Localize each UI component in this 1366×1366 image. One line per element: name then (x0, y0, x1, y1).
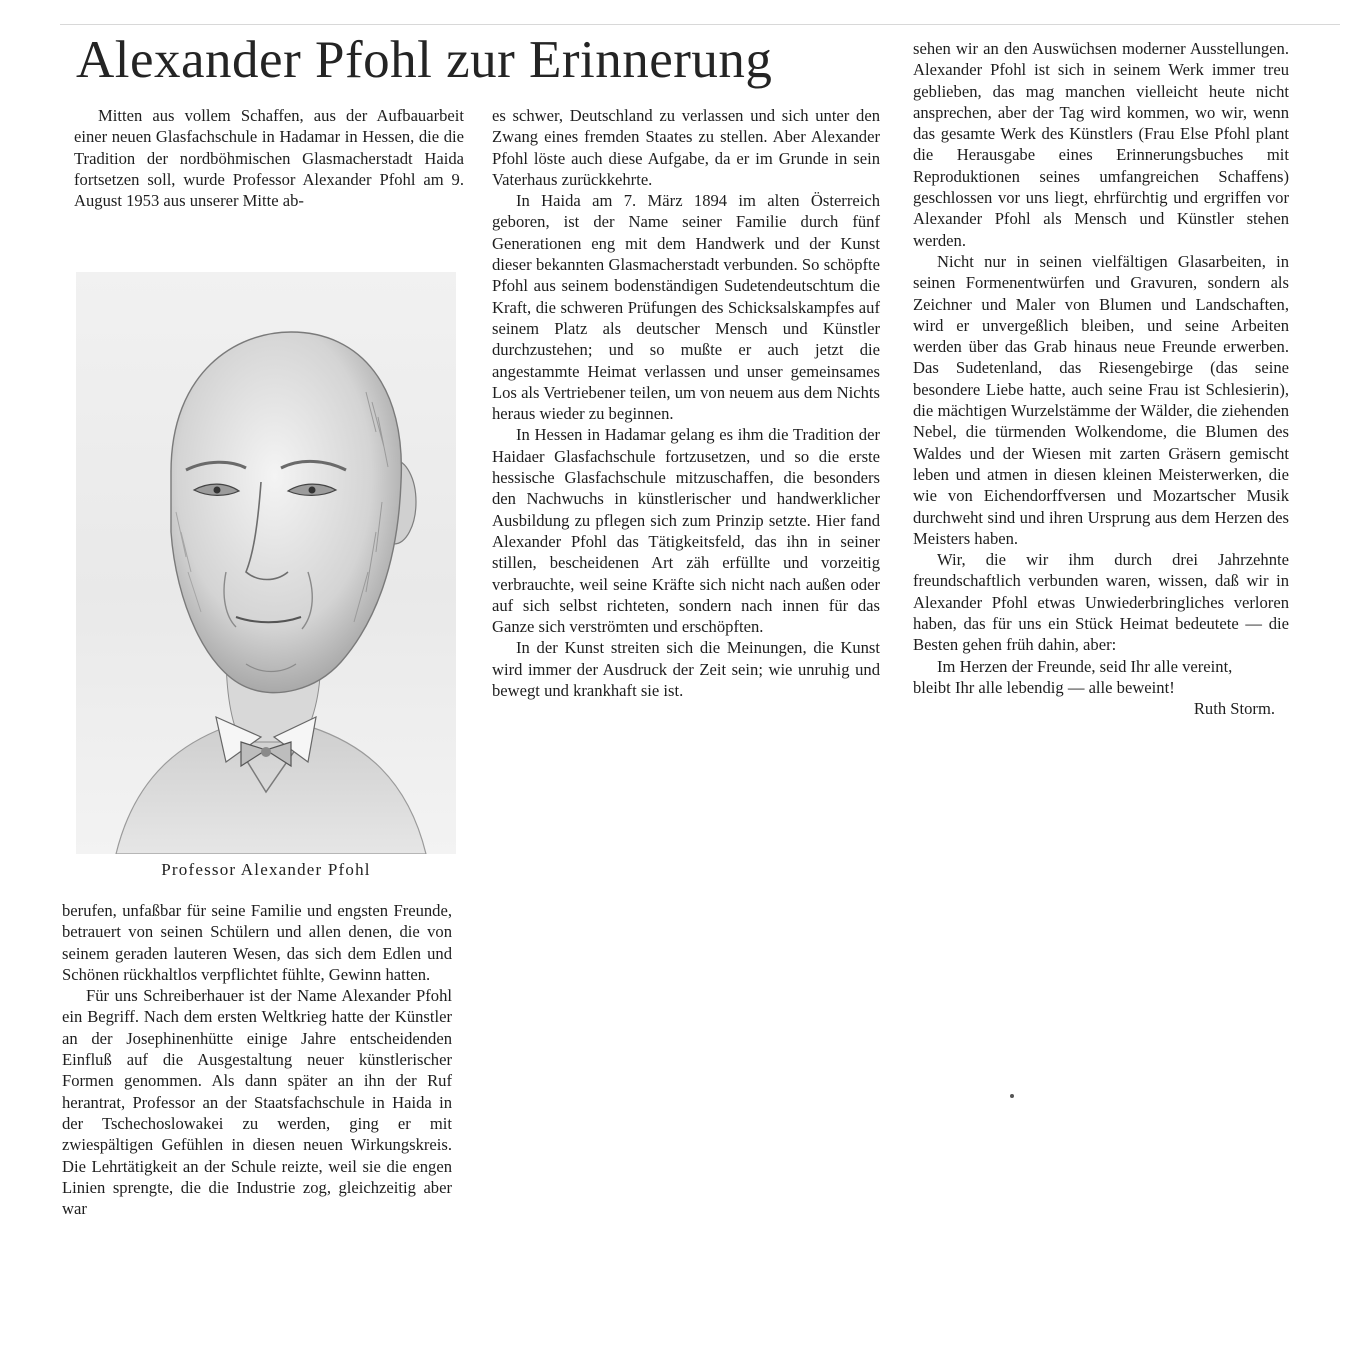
article-title: Alexander Pfohl zur Erinnerung (76, 31, 773, 89)
paragraph: Mitten aus vollem Schaffen, aus der Aufbauarbeit einer neuen Glasfachschule in Hadamar in Hessen, die die Tradition der nordböhmischen Glasmacherstadt Haida fortsetzen soll, wurde Professor Alexander Pfohl am 9. August 1953 aus unserer Mitte ab- (74, 106, 464, 211)
author-signature: Ruth Storm. (1193, 699, 1275, 719)
paragraph: In Haida am 7. März 1894 im alten Österreich geboren, ist der Name seiner Familie durch fünf Generationen eng mit dem Handwerk und der Kunst dieser bekannten Glasmacherstadt verbunden. So schöpfte Pfohl aus seinem bodenständigen Sudetendeutschtum die Kraft, die schweren Prüfungen des Schicksalskampfes auf seinem Platz als deutscher Mensch und Künstler durchzustehen; und so mußte er auch jetzt die angestammte Heimat verlassen und unser gemeinsames Los als Vertriebener teilen, um von neuem aus dem Nichts heraus wieder zu beginnen. (492, 191, 880, 424)
poem-line: bleibt Ihr alle lebendig — alle beweint! (913, 677, 1175, 697)
paragraph: Wir, die wir ihm durch drei Jahrzehnte freundschaftlich verbunden waren, wissen, daß wir in Alexander Pfohl etwas Unwiederbringliches verloren haben, das für uns ein Stück Heimat bedeutete — die Besten gehen früh dahin, aber: (913, 550, 1289, 655)
print-speck (1010, 1094, 1014, 1098)
column-3 (913, 38, 1289, 720)
poem-line: Im Herzen der Freunde, seid Ihr alle vereint, (937, 656, 1233, 676)
portrait-caption: Professor Alexander Pfohl (161, 860, 371, 879)
paragraph: es schwer, Deutschland zu verlassen und sich unter den Zwang eines fremden Staates zu stellen. Aber Alexander Pfohl löste auch diese Aufgabe, da er im Grunde in sein Vaterhaus zurückkehrte. (492, 106, 880, 189)
paragraph: In Hessen in Hadamar gelang es ihm die Tradition der Haidaer Glasfachschule fortzusetzen, und so die erste hessische Glasfachschule mitzuschaffen, die besonders den Nachwuchs in künstlerischer und handwerklicher Ausbildung zu pflegen sich zum Prinzip setzte. Hier fand Alexander Pfohl das Tätigkeitsfeld, das ihn in seiner stillen, bescheidenen Art zäh erfüllte und vorzeitig verbrauchte, weil seine Kräfte sich nicht nach außen oder auf sich selbst richteten, sondern nach innen für das Ganze sich verströmten und erschöpften. (492, 425, 880, 637)
closing-line (913, 677, 1289, 698)
paragraph: Für uns Schreiberhauer ist der Name Alexander Pfohl ein Begriff. Nach dem ersten Weltkrieg hatte der Künstler an der Josephinenhütte einige Jahre entscheidenden Einfluß auf die Ausgestaltung neuer künstlerischer Formen genommen. Als dann später an ihn der Ruf herantrat, Professor an der Staatsfachschule in Haida in der Tschechoslowakei zu werden, ging er mit zwiespältigen Gefühlen in diesen neuen Wirkungskreis. Die Lehrtätigkeit an der Schule reizte, weil sie die engen Linien sprengte, die die Industrie zog, gleichzeitig aber war (62, 986, 452, 1219)
paragraph: Nicht nur in seinen vielfältigen Glasarbeiten, in seinen Formenentwürfen und Gravuren, sondern als Zeichner und Maler von Blumen und Landschaften, wird er unvergeßlich bleiben, und seine Arbeiten werden über das Grab hinaus neue Freunde erwerben. Das Sudetenland, das Riesengebirge (das seine besondere Liebe hatte, auch seine Frau ist Schlesierin), die mächtigen Wurzelstämme der Wälder, die ziehenden Nebel, die türmenden Wolkendome, die Blumen des Waldes und der Wiesen mit zarten Gräsern gemischt leben und atmen in diesen kleinen Meisterwerken, die wie von Eichendorffversen und Mozartscher Musik durchweht sind und ihren Ursprung aus dem Herzen des Meisters haben. (913, 251, 1289, 548)
column-2 (492, 105, 880, 701)
portrait-drawing (76, 272, 456, 854)
paragraph: berufen, unfaßbar für seine Familie und engsten Freunde, betrauert von seinen Schülern und allen denen, die von seinem geraden lauteren Wesen, das sich dem Edlen und Schönen rückhaltlos verpflichtet fühlte, Gewinn hatten. (62, 901, 452, 984)
paragraph: sehen wir an den Auswüchsen moderner Ausstellungen. Alexander Pfohl ist sich in seinem Werk immer treu geblieben, das mag manchen vielleicht heute nicht ansprechen, aber der Tag wird kommen, wo wir, wenn das gesamte Werk des Künstlers (Frau Else Pfohl plant die Herausgabe eines Erinnerungsbuches mit Reproduktionen seines umfangreichen Schaffens) geschlossen vor uns liegt, ehrfürchtig und ergriffen vor Alexander Pfohl als Mensch und Künstler stehen werden. (913, 39, 1289, 250)
paragraph: In der Kunst streiten sich die Meinungen, die Kunst wird immer der Ausdruck der Zeit sein; wie unruhig und bewegt und krankhaft sie ist. (492, 638, 880, 701)
column-1-top (74, 105, 464, 211)
portrait-sketch-icon (76, 272, 456, 854)
column-1-bottom (62, 900, 452, 1219)
